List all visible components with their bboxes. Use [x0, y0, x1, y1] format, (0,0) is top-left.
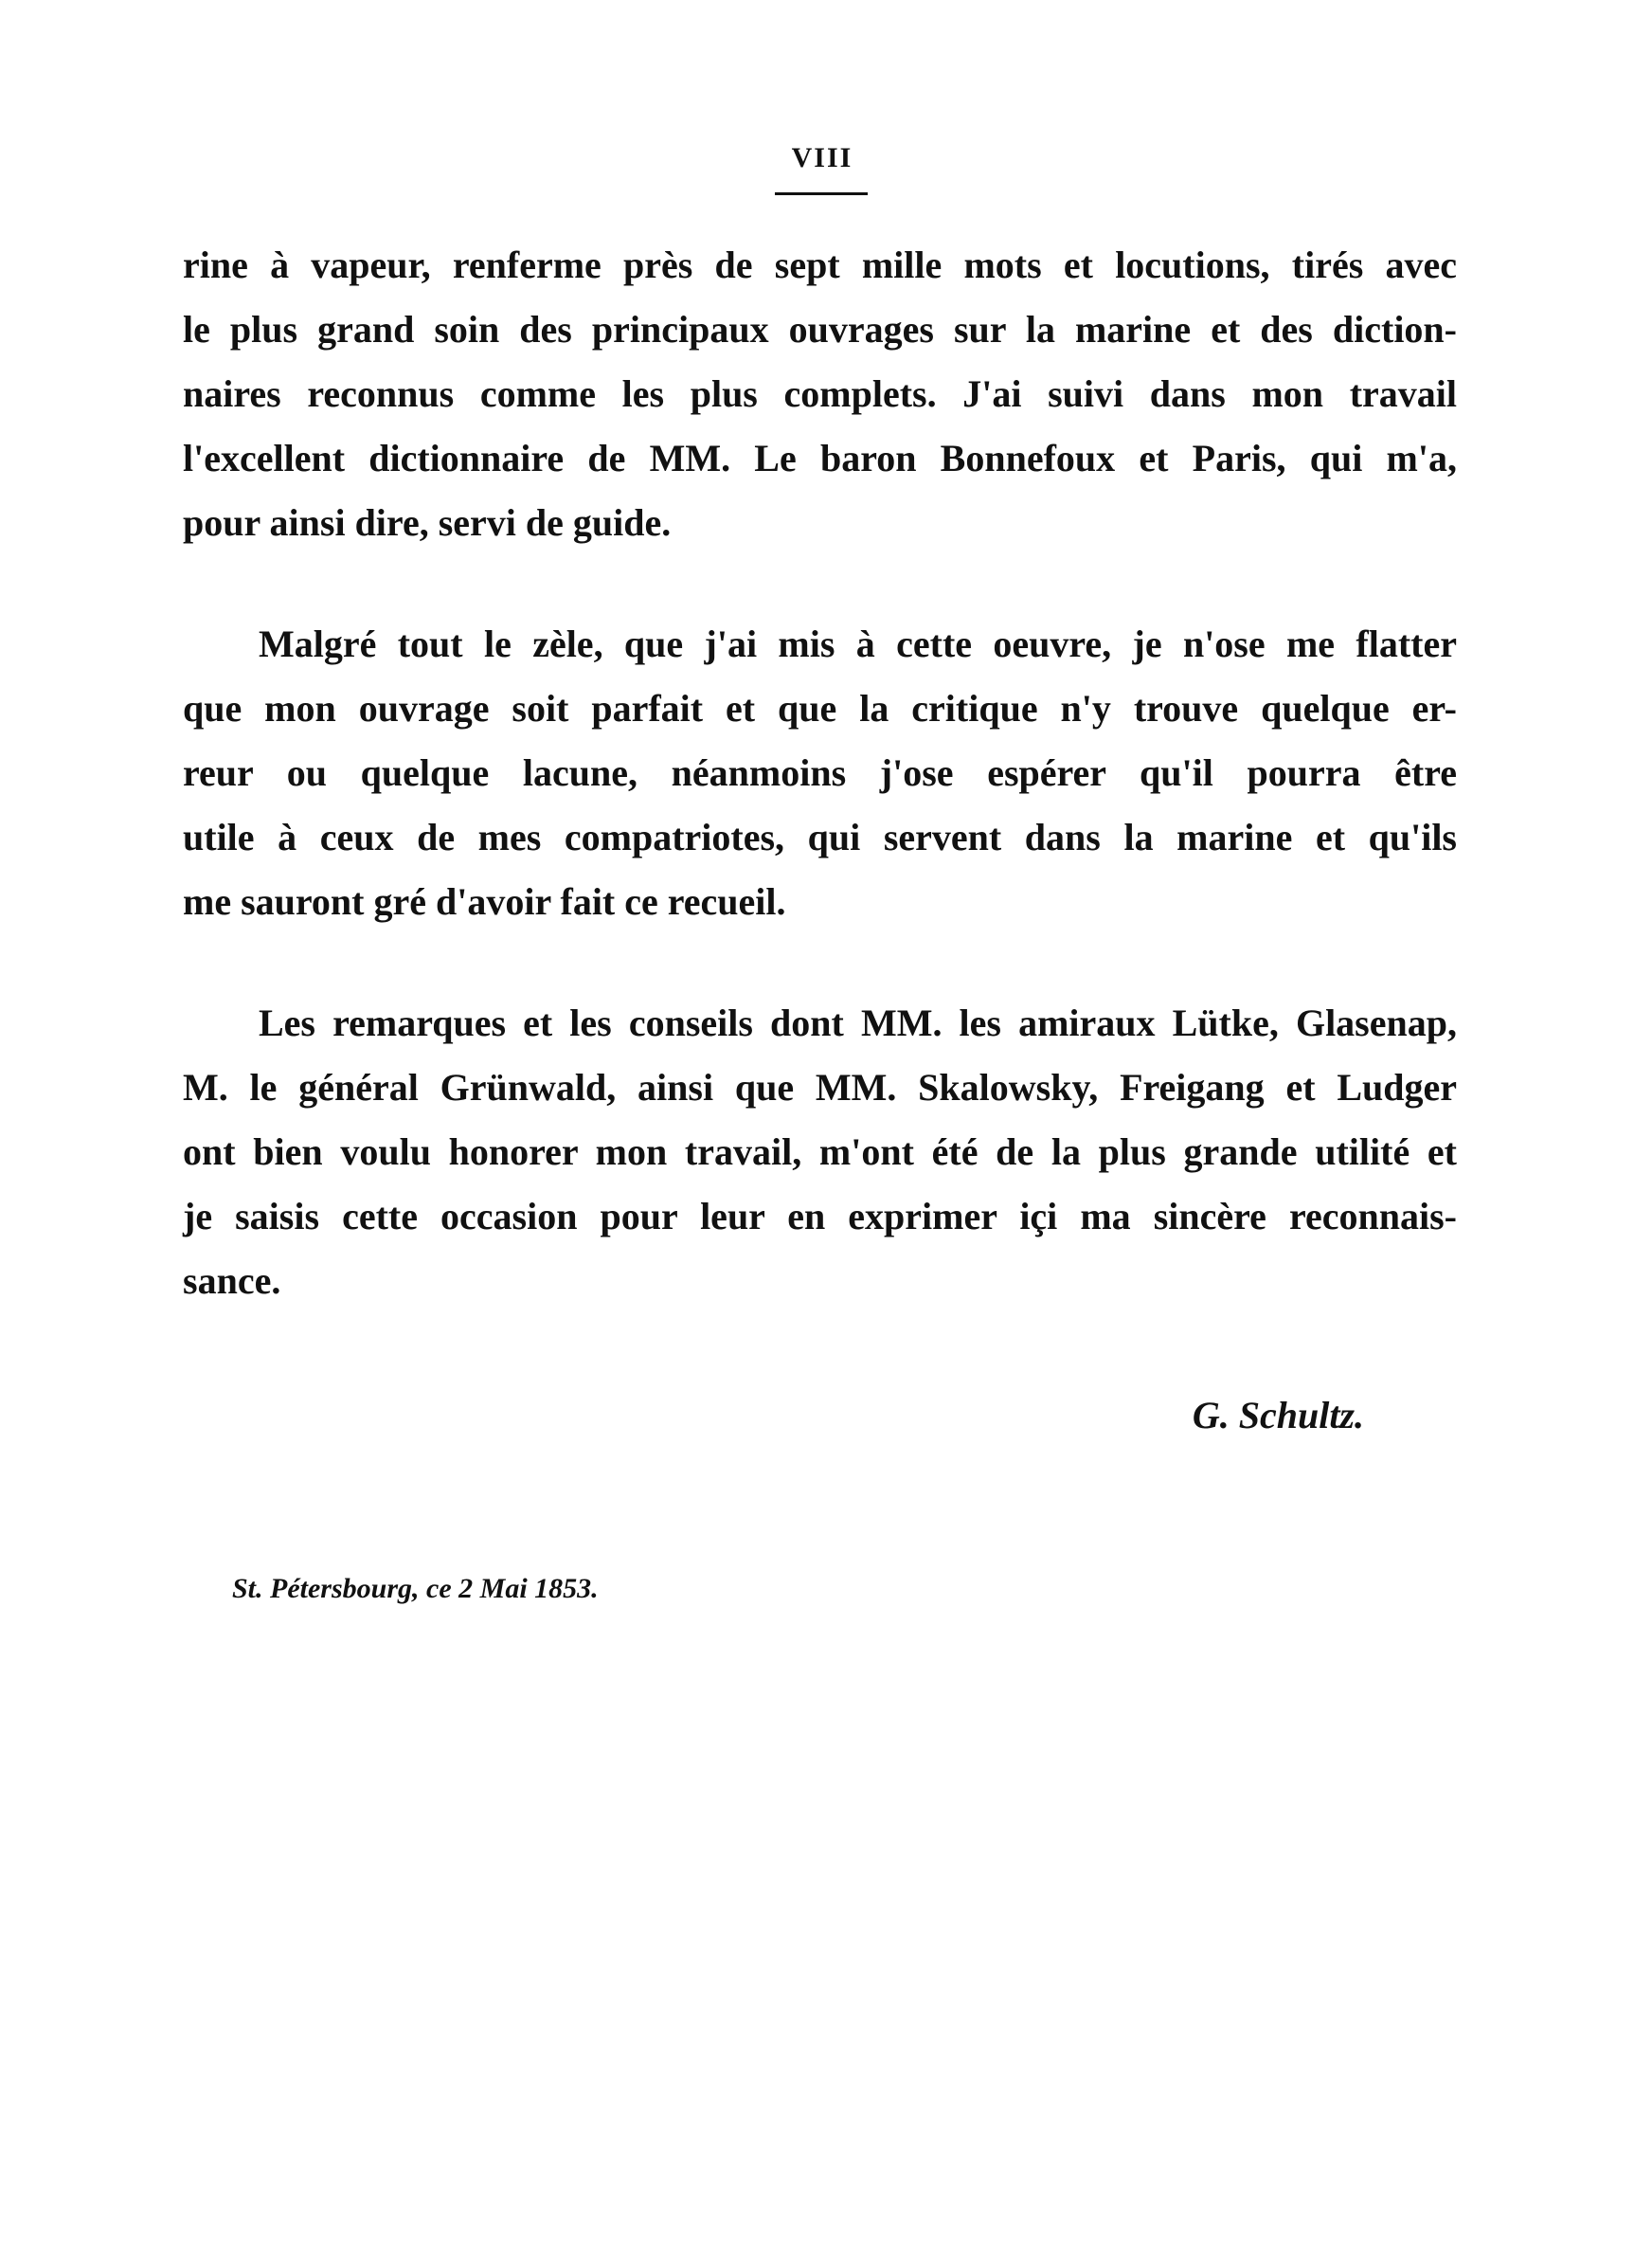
paragraph-3-line-2: M. le général Grünwald, ainsi que MM. Skalowsky, Freigang et Ludger: [183, 1066, 1457, 1109]
paragraph-1-line-1: rine à vapeur, renferme près de sept mille mots et locutions, tirés avec: [183, 244, 1457, 286]
header-rule: [775, 192, 868, 195]
page-number: VIII: [791, 142, 853, 173]
paragraph-3-line-3: ont bien voulu honorer mon travail, m'ont été de la plus grande utilité et: [183, 1130, 1457, 1173]
paragraph-1-line-5: pour ainsi dire, servi de guide.: [183, 501, 672, 544]
paragraph-2-line-5: me sauront gré d'avoir fait ce recueil.: [183, 880, 786, 923]
paragraph-1-line-4: l'excellent dictionnaire de MM. Le baron Bonnefoux et Paris, qui m'a,: [183, 437, 1457, 479]
signature: G. Schultz.: [1192, 1394, 1364, 1436]
paragraph-2-line-2: que mon ouvrage soit parfait et que la critique n'y trouve quelque er-: [183, 687, 1457, 730]
paragraph-3-line-5: sance.: [183, 1259, 281, 1302]
paragraph-3-line-1: Les remarques et les conseils dont MM. les amiraux Lütke, Glasenap,: [259, 1002, 1457, 1044]
paragraph-3-line-4: je saisis cette occasion pour leur en exprimer içi ma sincère reconnais-: [183, 1195, 1457, 1237]
paragraph-1-line-3: naires reconnus comme les plus complets. J'ai suivi dans mon travail: [183, 372, 1457, 415]
paragraph-2-line-1: Malgré tout le zèle, que j'ai mis à cette oeuvre, je n'ose me flatter: [259, 623, 1457, 665]
paragraph-2-line-3: reur ou quelque lacune, néanmoins j'ose espérer qu'il pourra être: [183, 751, 1457, 794]
paragraph-1-line-2: le plus grand soin des principaux ouvrages sur la marine et des diction-: [183, 308, 1457, 351]
paragraph-2-line-4: utile à ceux de mes compatriotes, qui servent dans la marine et qu'ils: [183, 816, 1457, 858]
dateline: St. Pétersbourg, ce 2 Mai 1853.: [232, 1573, 599, 1604]
